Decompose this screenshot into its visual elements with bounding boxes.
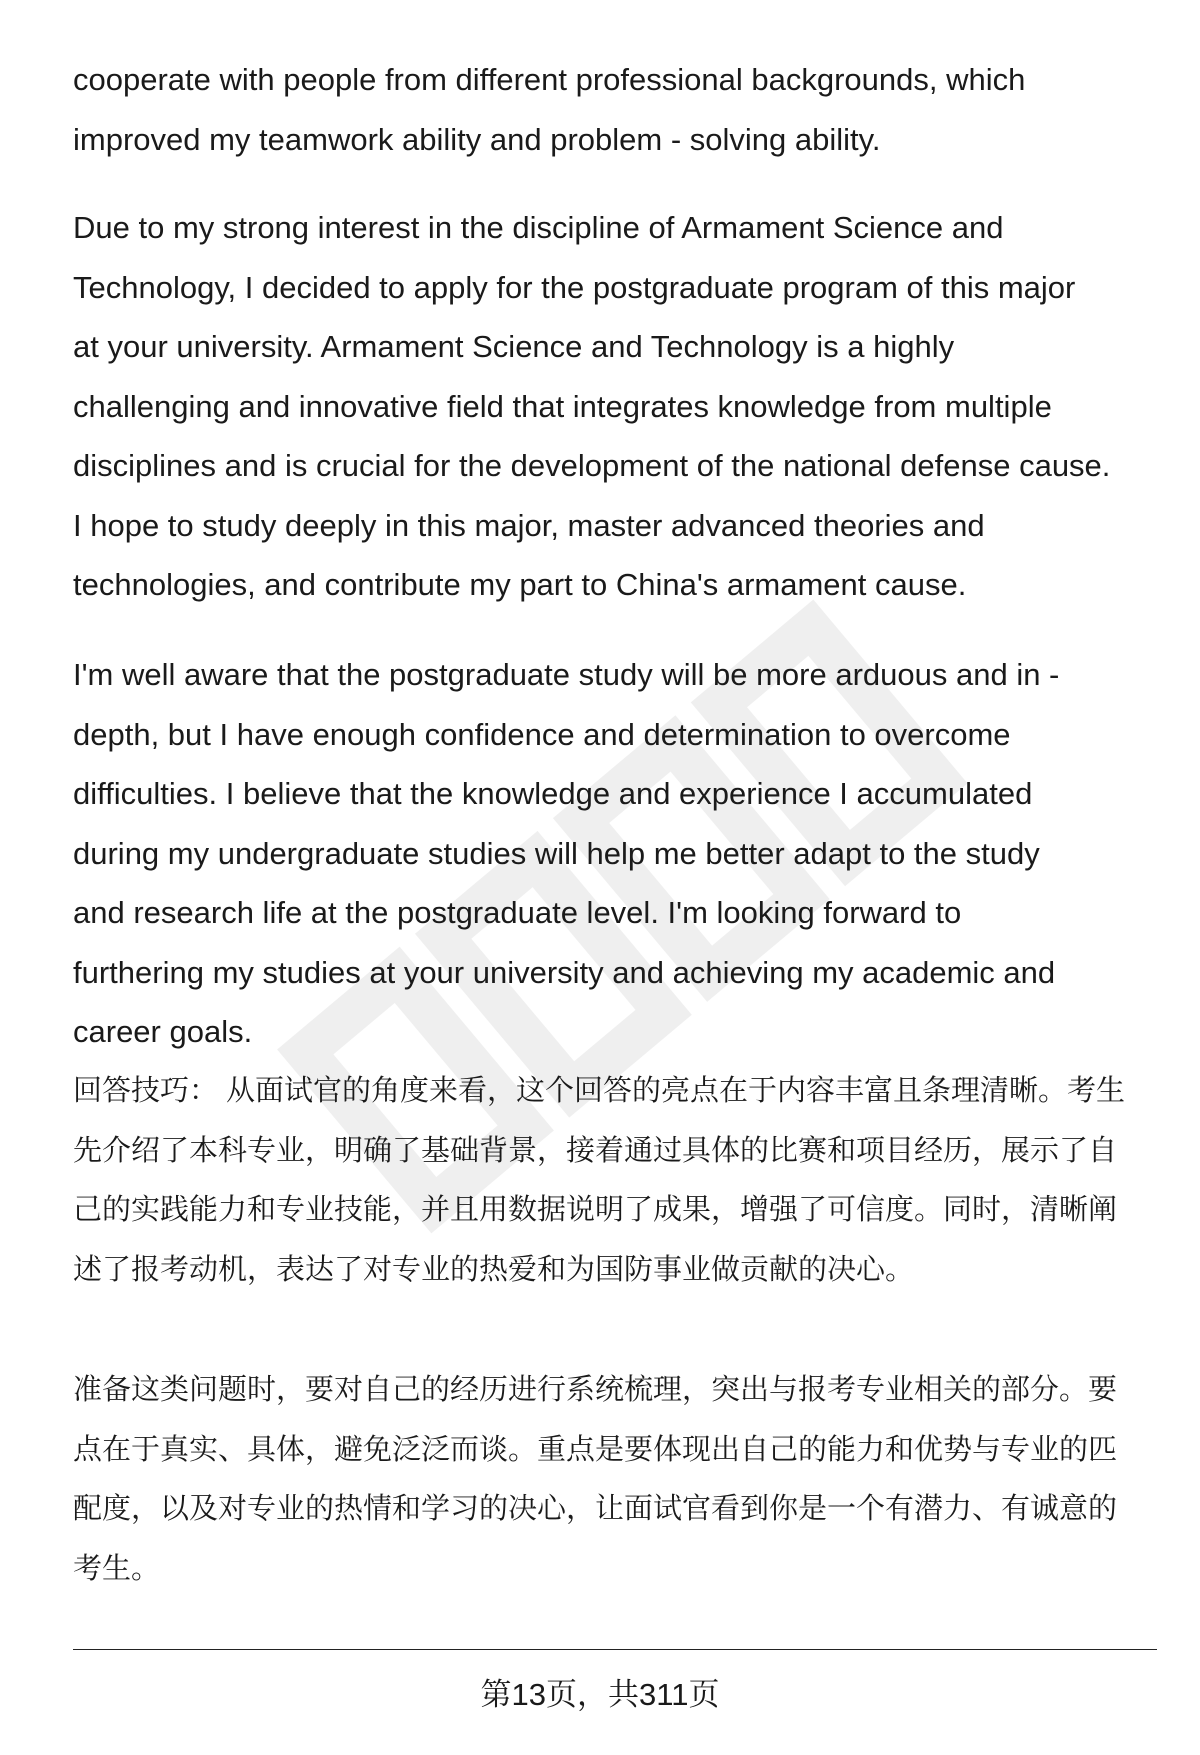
text-line: disciplines and is crucial for the development of the national defense cause. <box>73 448 1111 483</box>
paragraph-confidence <box>73 645 1173 1062</box>
text-line: I'm well aware that the postgraduate study will be more arduous and in - <box>73 657 1060 692</box>
text-line: 准备这类问题时，要对自己的经历进行系统梳理，突出与报考专业相关的部分。要 <box>73 1374 1118 1406</box>
text-line: I hope to study deeply in this major, master advanced theories and <box>73 507 985 543</box>
text-line: 考生。 <box>73 1552 161 1585</box>
text-line: furthering my studies at your university and achieving my academic and <box>73 954 1056 990</box>
footer-divider <box>73 1649 1157 1650</box>
paragraph-motivation <box>73 198 1173 615</box>
paragraph-teamwork <box>73 50 1173 169</box>
text-line: depth, but I have enough confidence and determination to overcome <box>73 716 1011 752</box>
paragraph-answer-tips <box>73 1062 1173 1300</box>
text-line: cooperate with people from different professional backgrounds, which <box>73 62 1026 97</box>
page-number: 第13页，共311页 <box>480 1677 720 1712</box>
text-line: Due to my strong interest in the discipline of Armament Science and <box>73 210 1004 245</box>
text-line: 配度，以及对专业的热情和学习的决心，让面试官看到你是一个有潜力、有诚意的 <box>73 1493 1118 1525</box>
text-line: 先介绍了本科专业，明确了基础背景，接着通过具体的比赛和项目经历，展示了自 <box>73 1134 1118 1167</box>
text-line: 述了报考动机，表达了对专业的热爱和为国防事业做贡献的决心。 <box>73 1253 915 1286</box>
text-line: career goals. <box>73 1014 253 1049</box>
text-line: 回答技巧： 从面试官的角度来看，这个回答的亮点在于内容丰富且条理清晰。考生 <box>73 1075 1126 1107</box>
text-line: difficulties. I believe that the knowledge and experience I accumulated <box>73 776 1033 811</box>
text-line: Technology, I decided to apply for the postgraduate program of this major <box>73 269 1076 305</box>
text-line: at your university. Armament Science and Technology is a highly <box>73 329 955 364</box>
text-line: 点在于真实、具体，避免泛泛而谈。重点是要体现出自己的能力和优势与专业的匹 <box>73 1433 1118 1466</box>
paragraph-preparation <box>73 1361 1173 1599</box>
text-line: technologies, and contribute my part to China's armament cause. <box>73 567 967 602</box>
text-line: during my undergraduate studies will help me better adapt to the study <box>73 835 1040 871</box>
text-line: 己的实践能力和专业技能，并且用数据说明了成果，增强了可信度。同时，清晰阐 <box>73 1194 1118 1226</box>
text-line: improved my teamwork ability and problem - solving ability. <box>73 121 881 157</box>
text-line: and research life at the postgraduate level. I'm looking forward to <box>73 895 962 930</box>
text-line: challenging and innovative field that integrates knowledge from multiple <box>73 388 1052 424</box>
